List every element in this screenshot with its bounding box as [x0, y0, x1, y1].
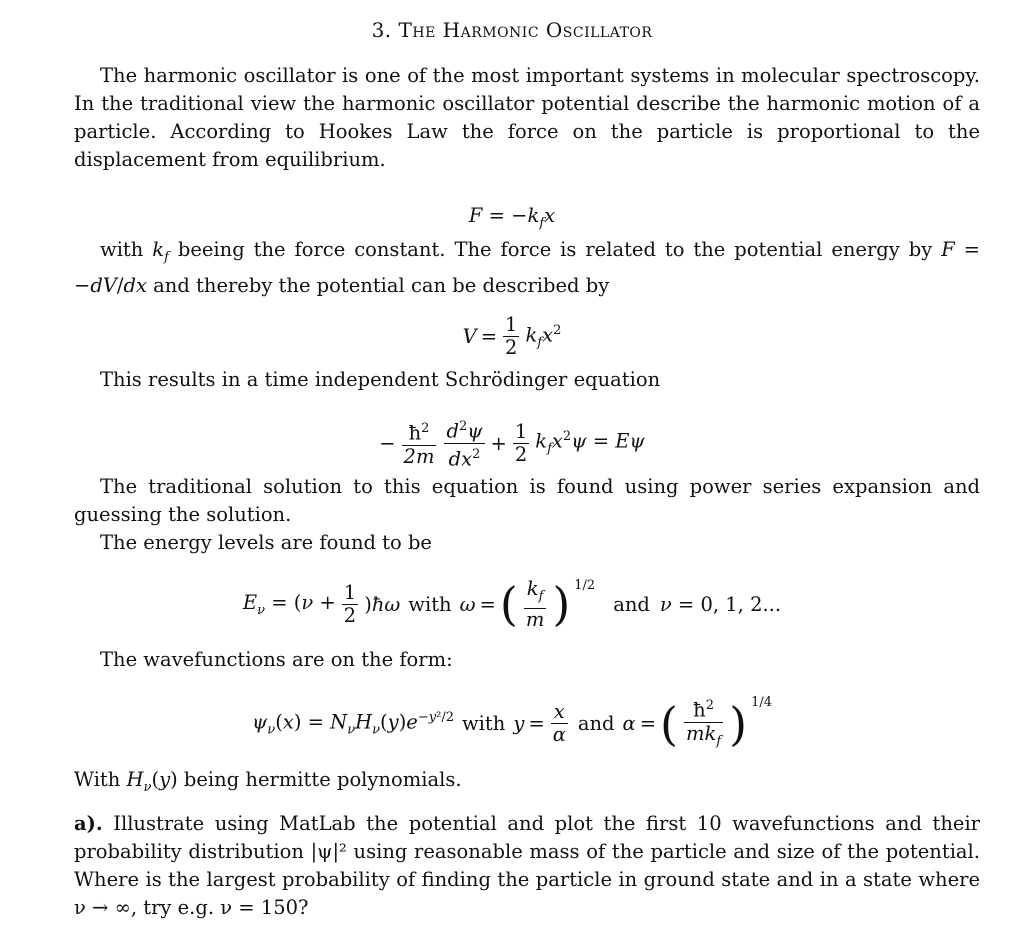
solution-paragraph: The traditional solution to this equation is found using power series expansion and guessing the solution. — [74, 475, 980, 526]
equation-force: $F = -k_fx$ — [468, 204, 556, 231]
intro-paragraph: The harmonic oscillator is one of the most important systems in molecular spectroscopy. In the traditional view the harmonic oscillator potential describe the harmonic motion of a particle. According to Hookes Law the force on the particle is proportional to the displacement from equilibrium. — [74, 64, 980, 171]
energy-with-word: with — [408, 592, 452, 616]
hermite-paragraph: With $H_\nu(y)$ being hermitte polynomials. — [74, 768, 462, 795]
schrodinger-intro: This results in a time independent Schrödinger equation — [100, 368, 661, 391]
energy-and-word: and — [613, 592, 650, 616]
question-text: Illustrate using MatLab the potential and plot the first 10 wavefunctions and their probability distribution |ψ|² using reasonable mass of the particle and size of the potential. Where is the largest probability of finding the particle in ground state and in a state where ν → ∞, try e.g. ν = 150? — [74, 812, 980, 919]
equation-energy: $E_\nu = (\nu$ + $\frac{1}{2}$ )ħω with ω = ( $\frac{k_f}{m}$ ) $^{1/2}$ and ν = 0, 1, 2... — [242, 577, 782, 632]
section-number: 3. — [371, 18, 392, 42]
wf-with-word: with — [461, 712, 506, 736]
wf-and-word: and — [577, 712, 615, 736]
equation-potential: V = $\frac{1}{2}$ $k_fx^2$ — [462, 313, 562, 359]
question-a — [74, 810, 980, 922]
equation-schrodinger: − $\frac{ħ^2}{2m}$ $\frac{d^2\psi}{dx^2}$ + $\frac{1}{2}$ $k_fx^2\psi = E\psi$ — [0, 416, 1024, 470]
energy-intro: The energy levels are found to be — [100, 531, 432, 554]
section-title: The Harmonic Oscillator — [398, 18, 653, 42]
wavefunction-intro: The wavefunctions are on the form: — [100, 648, 453, 671]
question-label: a). — [74, 812, 103, 835]
equation-wavefunction: $\psi_\nu(x) = N_\nu H_\nu(y)e^{-y^2/2}$ with y = $\frac{x}{\alpha}$ and α = ( $\frac{ħ^2}{mk_f}$ ) $^{1/4}$ — [252, 695, 772, 751]
section-heading — [0, 18, 1024, 42]
force-constant-paragraph: with $k_f$ beeing the force constant. The force is related to the potential energy by F = −dV/dx and thereby the potential can be described by — [74, 238, 981, 297]
